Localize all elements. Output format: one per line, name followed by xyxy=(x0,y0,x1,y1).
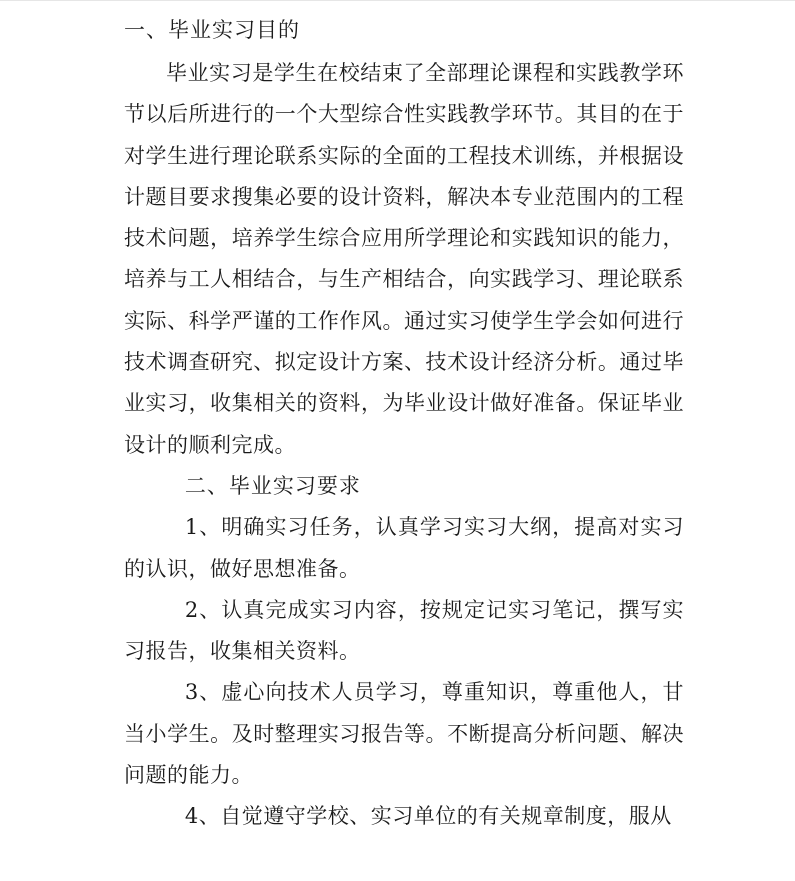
section-1-paragraph: 毕业实习是学生在校结束了全部理论课程和实践教学环节以后所进行的一个大型综合性实践教学环节。其目的在于对学生进行理论联系实际的全面的工程技术训练，并根据设计题目要求搜集必要的设计资料，解决本专业范围内的工程技术问题，培养学生综合应用所学理论和实践知识的能力，培养与工人相结合，与生产相结合，向实践学习、理论联系实际、科学严谨的工作作风。通过实习使学生学会如何进行技术调查研究、拟定设计方案、技术设计经济分析。通过毕业实习，收集相关的资料，为毕业设计做好准备。保证毕业设计的顺利完成。 xyxy=(124,61,684,457)
requirement-item-3: 3、虚心向技术人员学习，尊重知识，尊重他人，甘当小学生。及时整理实习报告等。不断提高分析问题、解决问题的能力。 xyxy=(124,680,684,788)
requirement-item-1: 1、明确实习任务，认真学习实习大纲，提高对实习的认识，做好思想准备。 xyxy=(124,515,684,581)
section-1-heading: 一、毕业实习目的 xyxy=(124,18,300,42)
document-body xyxy=(124,53,684,838)
requirement-item-2: 2、认真完成实习内容，按规定记实习笔记，撰写实习报告，收集相关资料。 xyxy=(124,597,684,664)
section-2-heading: 二、毕业实习要求 xyxy=(184,473,361,498)
requirement-item-4: 4、自觉遵守学校、实习单位的有关规章制度，服从 xyxy=(184,804,672,829)
